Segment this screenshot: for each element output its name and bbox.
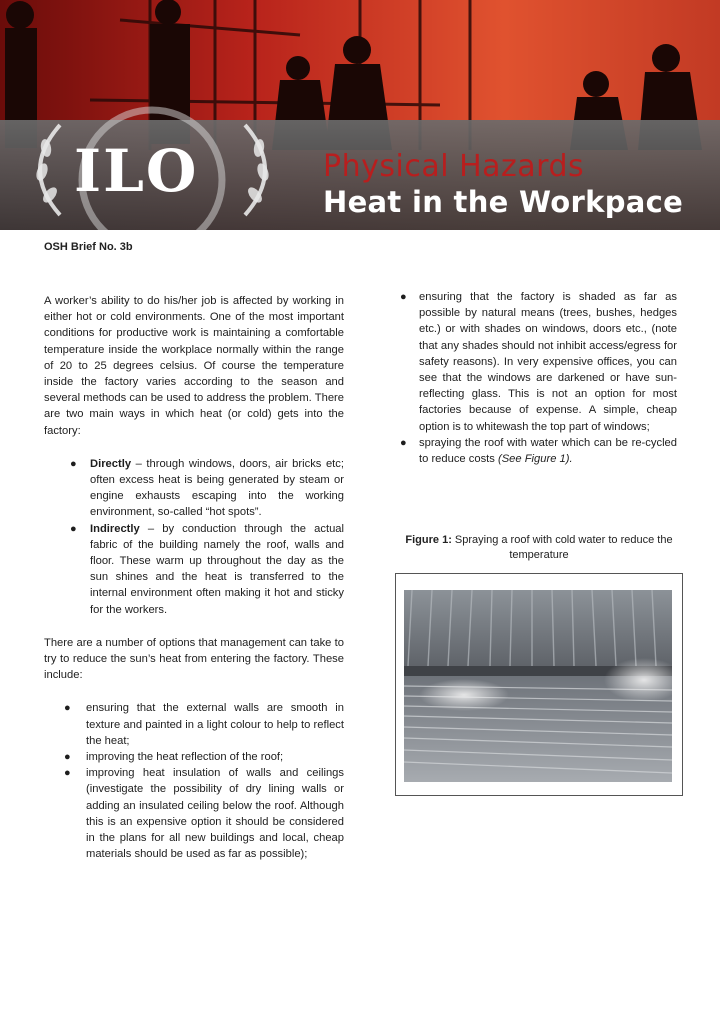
heat-ways-list — [44, 456, 344, 618]
way-term: Indirectly — [90, 522, 140, 535]
way-term: Directly — [90, 457, 132, 470]
option-text: spraying the roof with water which can be re-cycled to reduce costs — [419, 436, 677, 466]
banner-title-line1: Physical Hazards — [323, 149, 585, 184]
list-item — [44, 521, 344, 618]
bullet-icon: ● — [400, 436, 407, 449]
way-text: – by conduction through the actual fabric of the building namely the roof, walls and floor. These warm up throughout the day as the sun shines and the heat is transferred to the internal environment often making it hot and sticky for the workers. — [90, 522, 344, 616]
bullet-icon: ● — [70, 522, 77, 535]
option-text: improving heat insulation of walls and ceilings (investigate the possibility of dry lining walls or adding an insulated ceiling below the roof. Although this is an expensive option it should be considered in the plans for all new buildings and local, cheap materials should be used as far as possible); — [86, 767, 344, 861]
list-item — [44, 700, 344, 749]
bullet-icon: ● — [70, 457, 77, 470]
roof-spray-photo — [404, 590, 672, 782]
figure-caption — [395, 533, 683, 563]
brief-label: OSH Brief No. 3b — [44, 241, 133, 253]
banner-title-line2: Heat in the Workpace — [323, 185, 684, 219]
right-column — [400, 289, 677, 467]
list-item — [44, 749, 344, 765]
banner-title — [323, 150, 683, 220]
list-item — [400, 435, 677, 467]
ilo-logo-text: ILO — [74, 137, 199, 205]
bullet-icon: ● — [400, 291, 407, 303]
figure-reference: (See Figure 1). — [497, 453, 573, 466]
list-item — [44, 456, 344, 521]
option-text: ensuring that the external walls are smooth in texture and painted in a light colour to help to reflect the heat; — [86, 702, 344, 747]
list-item — [400, 289, 677, 435]
option-text: ensuring that the factory is shaded as far as possible by natural means (trees, bushes, hedges etc.) or with shades on windows, doors etc., (note that any shades should not inhibit access/egress for safety reasons). In very expensive offices, you can see that the windows are darkened or have sun-reflecting glass. This is not an option for most factories because of expense. A simple, cheap option is to whitewash the top part of windows; — [419, 291, 677, 433]
way-text: – through windows, doors, air bricks etc; often excess heat is being generated by steam or engine exhausts escaping into the working environment, so-called “hot spots”. — [90, 457, 344, 519]
intro-paragraph: A worker’s ability to do his/her job is affected by working in either hot or cold environments. One of the most important conditions for productive work is maintaining a comfortable temperature inside the workplace normally within the range of 20 to 25 degrees celsius. Of course the temperature inside the factory varies according to the season and several methods can be used to address the problem. There are two main ways in which heat (or cold) gets into the factory: — [44, 295, 344, 437]
left-column — [44, 293, 344, 863]
options-list — [44, 700, 344, 862]
list-item — [44, 765, 344, 862]
bullet-icon: ● — [64, 767, 71, 780]
options-list-continued — [400, 289, 677, 467]
options-intro: There are a number of options that management can take to try to reduce the sun’s heat from entering the factory. These include: — [44, 636, 344, 682]
figure-label: Figure 1: — [405, 534, 452, 546]
bullet-icon: ● — [64, 751, 71, 764]
header-banner — [0, 0, 720, 230]
option-text: improving the heat reflection of the roof; — [86, 751, 284, 764]
bullet-icon: ● — [64, 702, 71, 715]
figure-frame — [395, 573, 683, 796]
figure-caption-text: Spraying a roof with cold water to reduce the temperature — [451, 534, 673, 561]
